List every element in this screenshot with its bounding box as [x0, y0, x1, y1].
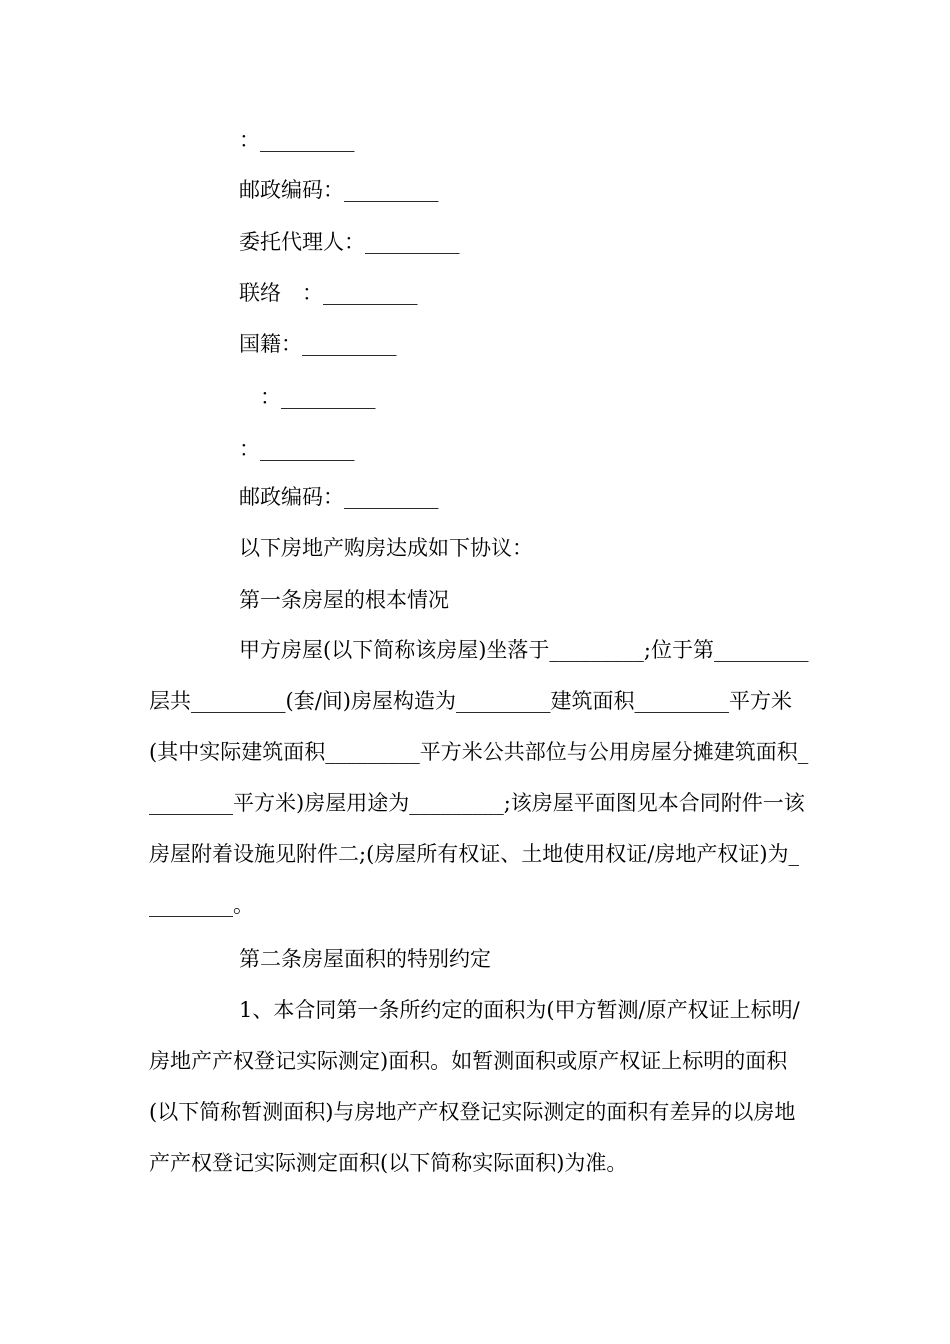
field-line-postal-code-1: 邮政编码：_________ [239, 178, 439, 202]
article-2-paragraph: 1、本合同第一条所约定的面积为(甲方暂测/原产权证上标明/房地产产权登记实际测定)面积。如暂测面积或原产权证上标明的面积(以下简称暂测面积)与房地产产权登记实际测定的面积有差异的以房地产产权登记实际测定面积(以下简称实际面积)为准。 [149, 998, 800, 1175]
field-line-agent: 委托代理人：_________ [239, 230, 460, 254]
article-1-heading: 第一条房屋的根本情况 [239, 588, 449, 612]
field-line-contact: 联络 ：_________ [239, 281, 418, 305]
article-2-heading: 第二条房屋面积的特别约定 [239, 947, 491, 971]
field-line-postal-code-2: 邮政编码：_________ [239, 485, 439, 509]
agreement-intro: 以下房地产购房达成如下协议： [239, 536, 533, 560]
field-line-blank-1: ：_________ [239, 128, 355, 152]
field-line-blank-3: ：_________ [239, 437, 355, 461]
field-line-blank-2: ：_________ [239, 385, 376, 409]
field-line-nationality: 国籍：_________ [239, 332, 397, 356]
article-1-paragraph: 甲方房屋(以下简称该房屋)坐落于_________;位于第_________层共_________(套/间)房屋构造为_________建筑面积_________平方米(其中实际建筑面积_________平方米公共部位与公用房屋分摊建筑面积_________平方米)房屋用途为_________;该房屋平面图见本合同附件一该房屋附着设施见附件二;(房屋所有权证、土地使用权证/房地产权证)为_________。 [149, 638, 809, 917]
